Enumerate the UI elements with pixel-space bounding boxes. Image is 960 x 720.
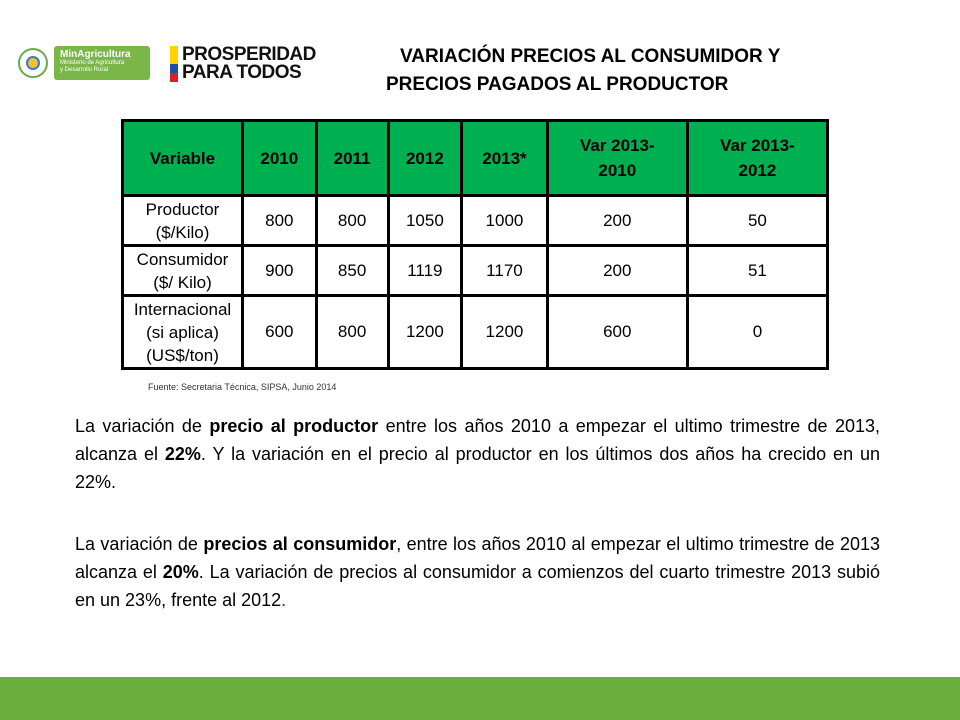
title-line2: PRECIOS PAGADOS AL PRODUCTOR — [386, 74, 729, 95]
ministry-sub1: Ministerio de Agricultura — [60, 60, 125, 66]
table-row — [123, 196, 828, 246]
prosperidad-logo — [170, 46, 316, 82]
table-cell: 850 — [316, 246, 388, 296]
table-cell: 1200 — [462, 296, 548, 369]
table-row — [123, 296, 828, 369]
prosperidad-line2: PARA TODOS — [182, 62, 302, 83]
p2-red-period: . — [281, 590, 287, 610]
table-header-row — [123, 121, 828, 196]
table-cell: 600 — [547, 296, 687, 369]
p1-text2: entre los años 2010 a empezar el ultimo trimestre de 2013, alcanza el — [75, 416, 880, 464]
table-row — [123, 246, 828, 296]
ministry-badge — [54, 46, 150, 80]
p1-text3: . Y la variación en el precio al productor en los últimos dos años ha crecido en un 22%. — [75, 444, 881, 492]
source-note: Fuente: Secretaria Técnica, SIPSA, Junio 2014 — [148, 382, 337, 392]
coat-of-arms-icon — [18, 48, 48, 78]
colombia-flag-icon — [170, 46, 178, 82]
p2-text2: , entre los años 2010 al empezar el ultimo trimestre de 2013 alcanza el — [75, 534, 880, 582]
table-cell: 800 — [316, 296, 388, 369]
p2-text3: . La variación de precios al consumidor a comienzos del cuarto trimestre 2013 subió en un 23%, frente al 2012 — [75, 562, 880, 610]
table-cell: 1119 — [388, 246, 462, 296]
p1-bold1: precio al productor — [209, 416, 379, 436]
table-header-cell: 2013* — [462, 121, 548, 196]
table-cell: 600 — [243, 296, 317, 369]
p2-bold2: 20% — [162, 562, 199, 582]
table-cell: 0 — [687, 296, 827, 369]
p1-text1: La variación de — [75, 416, 210, 436]
p1-bold2: 22% — [164, 444, 201, 464]
row-label-cell: Consumidor ($/ Kilo) — [123, 246, 243, 296]
p2-bold1: precios al consumidor — [203, 534, 397, 554]
price-table — [121, 119, 829, 370]
ministry-name: MinAgricultura — [60, 49, 131, 60]
table-header-cell: Var 2013- 2012 — [687, 121, 827, 196]
table-header-cell: Var 2013- 2010 — [547, 121, 687, 196]
table-cell: 51 — [687, 246, 827, 296]
table-cell: 1170 — [462, 246, 548, 296]
p2-text1: La variación de — [75, 534, 204, 554]
page-title — [386, 43, 886, 99]
prosperidad-line1: PROSPERIDAD — [182, 44, 316, 65]
ministry-sub2: y Desarrollo Rural — [60, 67, 109, 73]
row-label-cell: Internacional (si aplica) (US$/ton) — [123, 296, 243, 369]
paragraph-producer — [75, 412, 880, 496]
row-label-cell: Productor ($/Kilo) — [123, 196, 243, 246]
table-cell: 200 — [547, 196, 687, 246]
footer-bar — [0, 677, 960, 720]
table-cell: 1000 — [462, 196, 548, 246]
table-header-cell: 2010 — [243, 121, 317, 196]
table-cell: 900 — [243, 246, 317, 296]
minagricultura-logo — [18, 46, 150, 80]
table-header-cell: Variable — [123, 121, 243, 196]
table-cell: 200 — [547, 246, 687, 296]
paragraph-consumer — [75, 530, 880, 614]
table-cell: 50 — [687, 196, 827, 246]
table-cell: 800 — [243, 196, 317, 246]
title-line1: VARIACIÓN PRECIOS AL CONSUMIDOR Y — [400, 46, 781, 67]
table-cell: 1050 — [388, 196, 462, 246]
table-cell: 1200 — [388, 296, 462, 369]
table-header-cell: 2011 — [316, 121, 388, 196]
table-header-cell: 2012 — [388, 121, 462, 196]
table-cell: 800 — [316, 196, 388, 246]
